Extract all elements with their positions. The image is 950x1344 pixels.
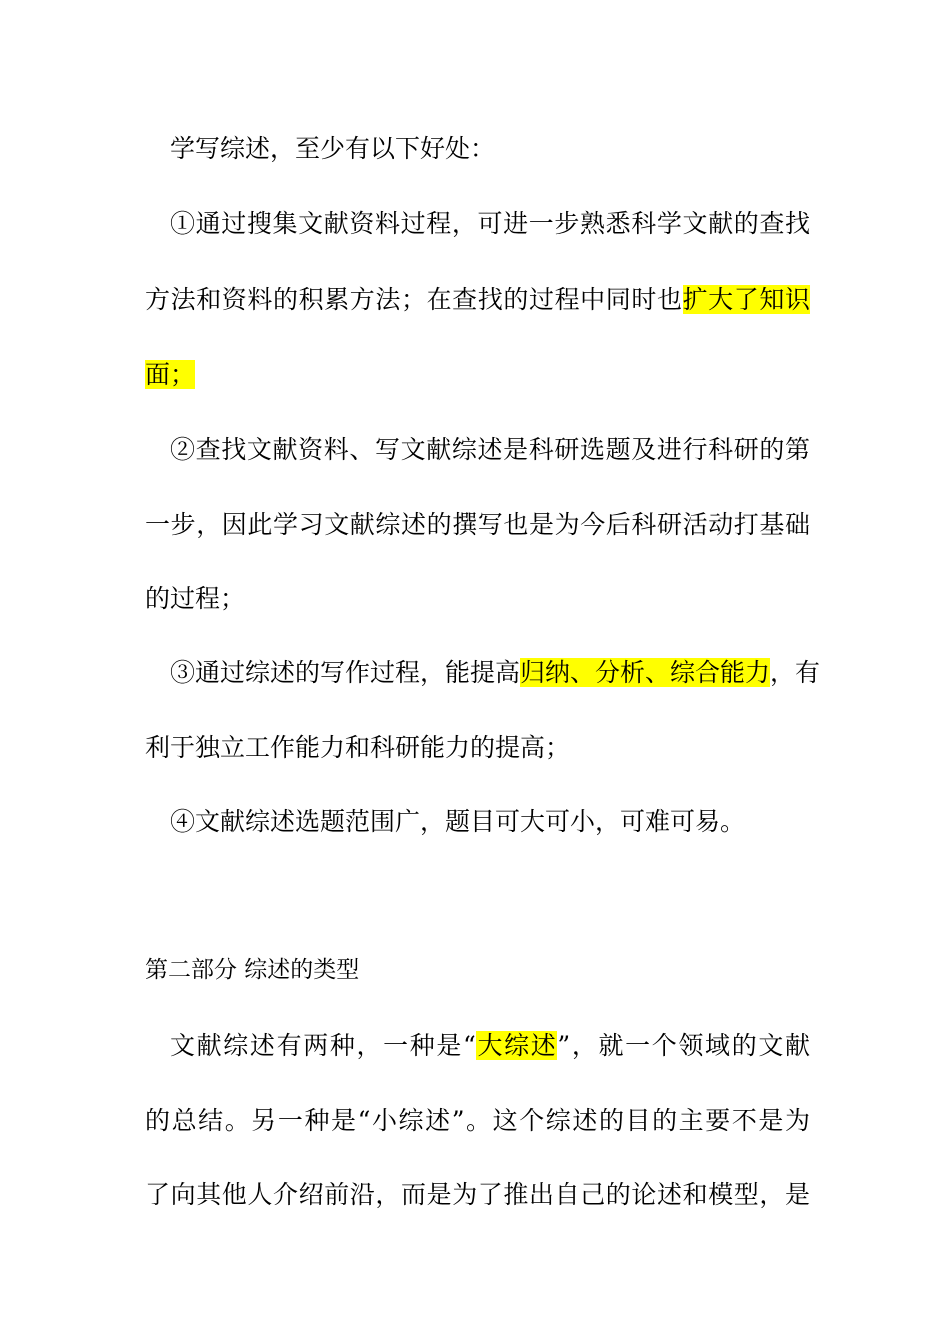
section-two-line-3: 了向其他人介绍前沿，而是为了推出自己的论述和模型，是 xyxy=(145,1180,810,1209)
section-heading: 第二部分 综述的类型 xyxy=(145,957,360,983)
benefit-1-line-3 xyxy=(145,358,810,392)
intro-paragraph: 学写综述，至少有以下好处： xyxy=(170,134,496,163)
benefit-1-line-2-text: 方法和资料的积累方法；在查找的过程中同时也 xyxy=(145,285,683,314)
highlight-knowledge: 扩大了知识 xyxy=(682,285,810,314)
benefit-1-line-1: ①通过搜集文献资料过程，可进一步熟悉科学文献的查找 xyxy=(170,209,810,238)
section-two-line-1 xyxy=(170,1029,810,1063)
benefit-4-line-1: ④文献综述选题范围广，题目可大可小，可难可易。 xyxy=(170,807,746,836)
benefit-3-line-1-tail: ，有 xyxy=(770,658,821,687)
highlight-big-review: 大综述 xyxy=(475,1031,558,1060)
benefit-2-line-3: 的过程； xyxy=(145,584,246,613)
section-two-line-1-tail: ”，就一个领域的文献 xyxy=(557,1031,810,1060)
benefit-3-line-1-text: ③通过综述的写作过程，能提高 xyxy=(170,658,521,687)
section-two-line-2: 的总结。另一种是“小综述”。这个综述的目的主要不是为 xyxy=(145,1106,810,1135)
highlight-knowledge-end: 面； xyxy=(145,360,196,389)
benefit-3-line-2: 利于独立工作能力和科研能力的提高； xyxy=(145,733,571,762)
benefit-1-line-2 xyxy=(145,283,810,317)
benefit-2-line-2: 一步，因此学习文献综述的撰写也是为今后科研活动打基础 xyxy=(145,510,810,539)
section-two-line-1-text: 文献综述有两种，一种是“ xyxy=(170,1031,476,1060)
highlight-abilities: 归纳、分析、综合能力 xyxy=(520,658,771,687)
benefit-2-line-1: ②查找文献资料、写文献综述是科研选题及进行科研的第 xyxy=(170,435,810,464)
benefit-3-line-1 xyxy=(170,656,821,690)
